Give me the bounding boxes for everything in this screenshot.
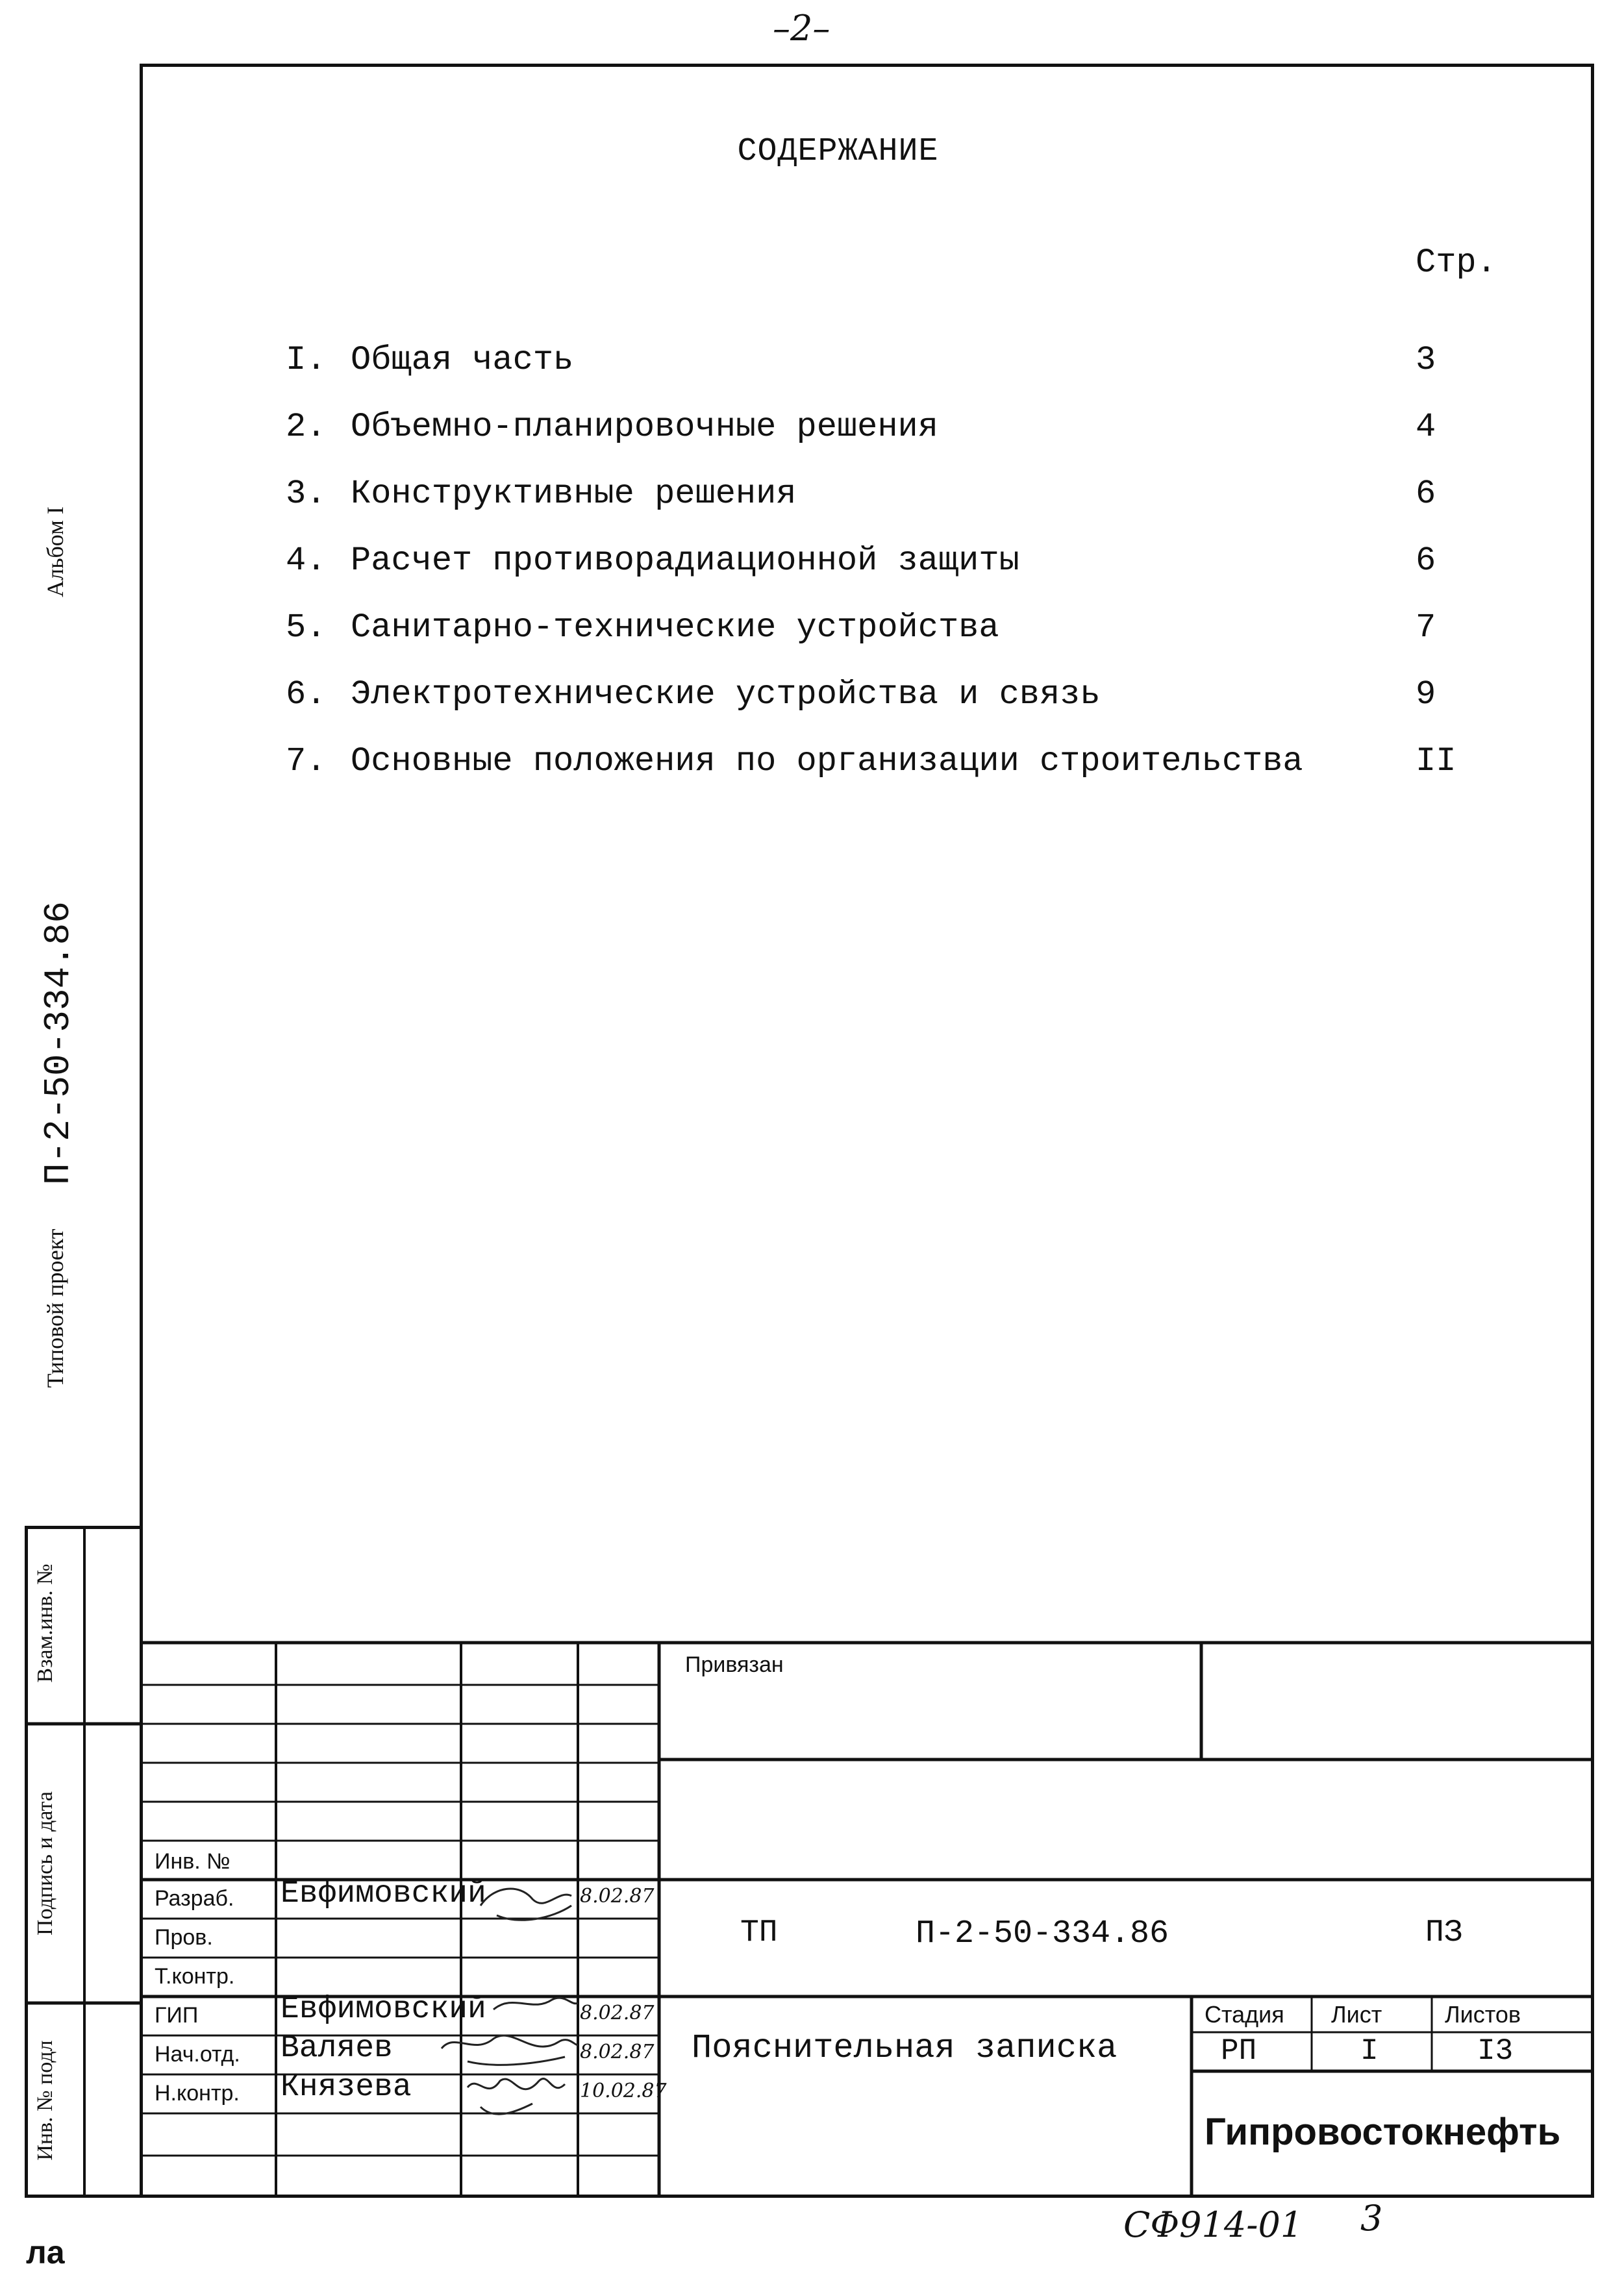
toc-item-number: 6. xyxy=(286,675,327,714)
sheets-header: Листов xyxy=(1445,2001,1521,2028)
toc-item-text: Объемно-планировочные решения xyxy=(351,408,938,446)
role-label: Т.контр. xyxy=(155,1964,235,1989)
toc-title: СОДЕРЖАНИЕ xyxy=(737,133,939,170)
doc-type: ТП xyxy=(740,1915,778,1950)
person-name: Валяев xyxy=(281,2031,393,2066)
doc-suffix: ПЗ xyxy=(1425,1915,1463,1950)
project-code-vertical: П-2-50-334.86 xyxy=(38,901,79,1185)
footer-code: СФ914-01 xyxy=(1123,2204,1303,2245)
role-label: ГИП xyxy=(155,2003,199,2028)
toc-item-number: 4. xyxy=(286,541,327,580)
organization-name: Гипровостокнефть xyxy=(1205,2111,1561,2153)
sign-date: 8.02.87 xyxy=(580,2041,655,2063)
role-label: Пров. xyxy=(155,1925,213,1950)
toc-item-page: 6 xyxy=(1416,541,1436,580)
toc-item-page: 7 xyxy=(1416,608,1436,647)
vzam-inv-label: Взам.инв. № xyxy=(33,1563,57,1683)
project-label: Типовой проект xyxy=(42,1228,68,1388)
role-label: Н.контр. xyxy=(155,2081,240,2106)
stage-value: РП xyxy=(1221,2034,1257,2068)
toc-item-text: Общая часть xyxy=(351,341,574,379)
inv-no-label: Инв. № xyxy=(155,1849,231,1874)
sign-date: 8.02.87 xyxy=(580,2002,655,2024)
toc-item-number: I. xyxy=(286,341,327,379)
toc-item-page: 3 xyxy=(1416,341,1436,379)
toc-page-header: Стр. xyxy=(1416,243,1497,282)
toc-item-number: 3. xyxy=(286,475,327,513)
footer-number: 3 xyxy=(1360,2198,1383,2239)
toc-item-page: 6 xyxy=(1416,475,1436,513)
toc-item-page: 4 xyxy=(1416,408,1436,446)
sheets-value: I3 xyxy=(1477,2034,1514,2068)
sign-date: 8.02.87 xyxy=(580,1885,655,1908)
person-name: Князева xyxy=(281,2070,412,2105)
toc-item-text: Основные положения по организации строительства xyxy=(351,742,1303,780)
album-label: Альбом I xyxy=(42,506,68,597)
sign-date: 10.02.87 xyxy=(580,2080,667,2102)
toc-item-text: Расчет противорадиационной защиты xyxy=(351,541,1019,580)
role-label: Нач.отд. xyxy=(155,2042,240,2067)
toc-item-page: II xyxy=(1416,742,1456,780)
doc-code: П-2-50-334.86 xyxy=(916,1915,1169,1952)
signature-date-label: Подпись и дата xyxy=(33,1791,57,1935)
toc-item-text: Санитарно-технические устройства xyxy=(351,608,999,647)
toc-item-text: Конструктивные решения xyxy=(351,475,797,513)
toc-item-number: 7. xyxy=(286,742,327,780)
privyazan-label: Привязан xyxy=(685,1652,784,1677)
page-marker: –2– xyxy=(773,8,831,49)
person-name: Евфимовский xyxy=(281,1876,486,1911)
stage-header: Стадия xyxy=(1205,2001,1284,2028)
toc-item-number: 5. xyxy=(286,608,327,647)
toc-item-page: 9 xyxy=(1416,675,1436,714)
sheet-header: Лист xyxy=(1331,2001,1382,2028)
doc-title: Пояснительная записка xyxy=(692,2029,1118,2067)
sheet-value: I xyxy=(1360,2034,1379,2068)
inv-podl-label: Инв. № подл xyxy=(33,2040,57,2161)
role-label: Разраб. xyxy=(155,1886,234,1911)
toc-item-number: 2. xyxy=(286,408,327,446)
person-name: Евфимовский xyxy=(281,1992,486,2027)
corner-text: ла xyxy=(26,2234,65,2271)
toc-item-text: Электротехнические устройства и связь xyxy=(351,675,1101,714)
